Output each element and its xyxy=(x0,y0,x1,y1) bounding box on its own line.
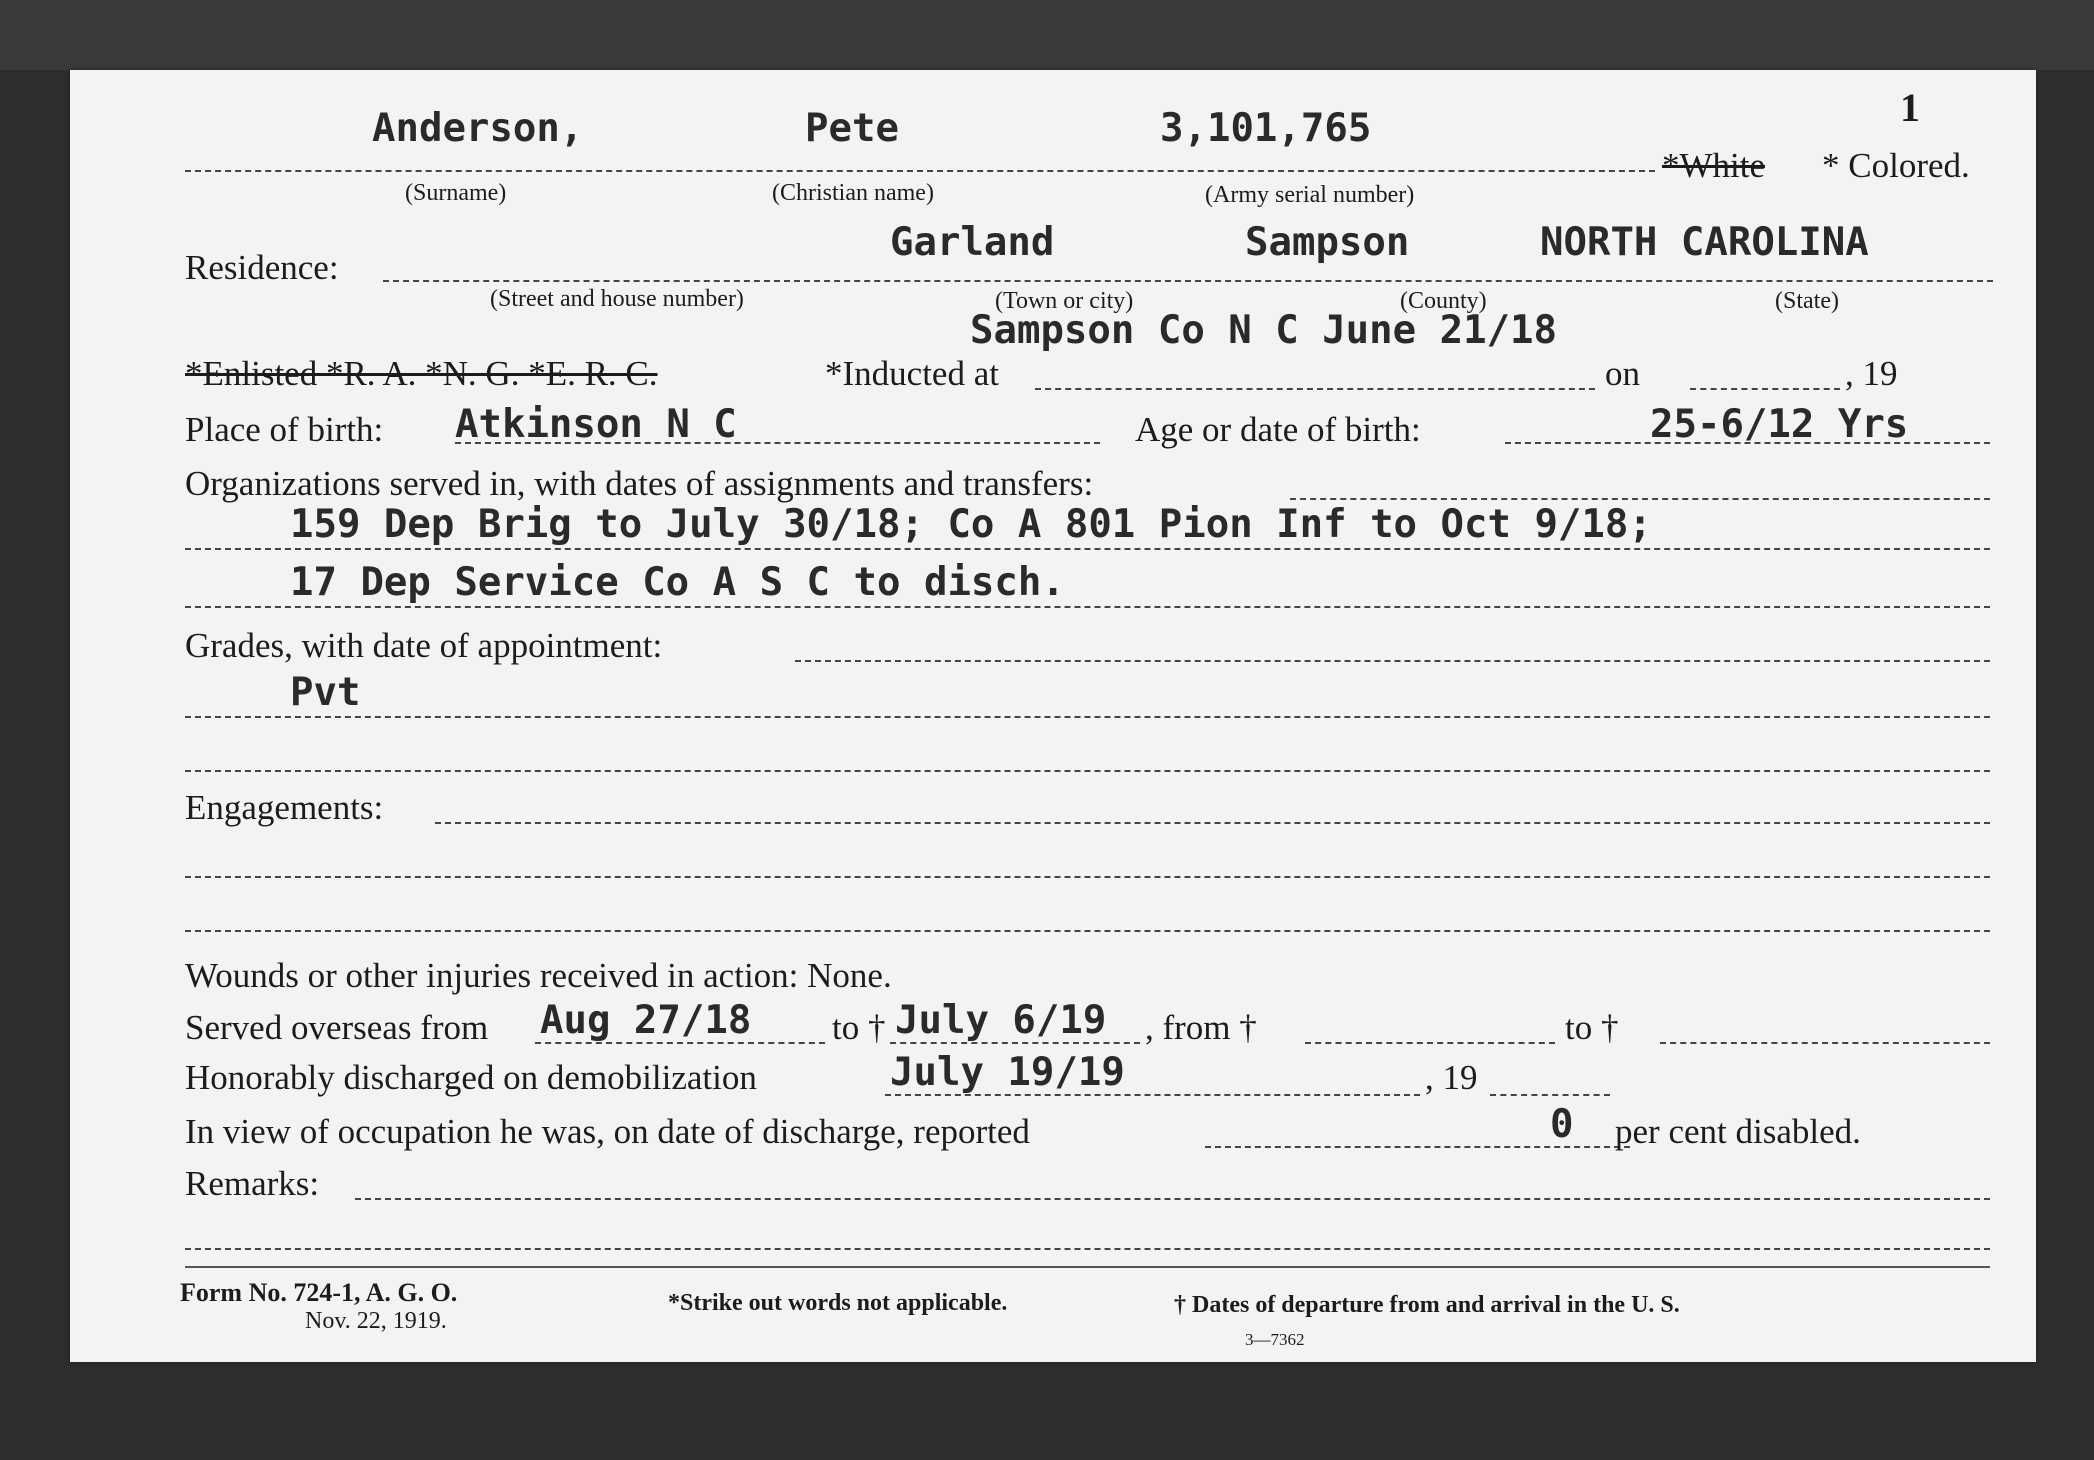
organizations-line-2 xyxy=(185,606,1990,608)
place-of-birth-label: Place of birth: xyxy=(185,410,384,449)
residence-label: Residence: xyxy=(185,248,339,287)
state-label: (State) xyxy=(1775,288,1839,314)
engagements-label: Engagements: xyxy=(185,788,384,827)
name-line xyxy=(185,170,1655,172)
served-overseas-label: Served overseas from xyxy=(185,1008,489,1047)
remarks-line-2 xyxy=(185,1248,1990,1250)
surname-label: (Surname) xyxy=(405,180,507,206)
scanner-background xyxy=(0,0,2094,70)
form-number: Form No. 724-1, A. G. O. xyxy=(180,1278,458,1307)
occupation-label: In view of occupation he was, on date of discharge, reported xyxy=(185,1112,1030,1151)
remarks-label: Remarks: xyxy=(185,1164,320,1203)
street-label: (Street and house number) xyxy=(490,286,744,312)
serial-number-label: (Army serial number) xyxy=(1205,182,1415,208)
card-number: 1 xyxy=(1900,85,1920,130)
print-code: 3—7362 xyxy=(1245,1330,1305,1349)
discharged-year-label: , 19 xyxy=(1425,1058,1478,1097)
engagements-line-1 xyxy=(185,876,1990,878)
inducted-on-label: on xyxy=(1605,354,1640,393)
residence-line xyxy=(383,280,1993,282)
grade-value: Pvt xyxy=(290,670,361,715)
overseas-from-value: Aug 27/18 xyxy=(540,998,752,1043)
discharged-line xyxy=(885,1094,1420,1096)
age-label: Age or date of birth: xyxy=(1135,410,1421,449)
surname-value: Anderson, xyxy=(372,106,584,151)
enlisted-options: *Enlisted *R. A. *N. G. *E. R. C. xyxy=(185,354,658,393)
discharged-year-line xyxy=(1490,1094,1610,1096)
organization-line-1: 159 Dep Brig to July 30/18; Co A 801 Pion Inf to Oct 9/18; xyxy=(290,502,1652,547)
grades-label-line xyxy=(795,660,1990,662)
inducted-at-label: *Inducted at xyxy=(825,354,999,393)
engagements-label-line xyxy=(435,822,1990,824)
footnote-strike: *Strike out words not applicable. xyxy=(668,1290,1008,1316)
county-label: (County) xyxy=(1400,288,1487,314)
organizations-line-1 xyxy=(185,548,1990,550)
discharged-date-value: July 19/19 xyxy=(890,1050,1125,1095)
wounds-label: Wounds or other injuries received in action: None. xyxy=(185,956,892,995)
overseas-to-label: to † xyxy=(832,1008,886,1047)
overseas-from2-line xyxy=(1305,1042,1555,1044)
discharged-label: Honorably discharged on demobilization xyxy=(185,1058,757,1097)
grades-line-1 xyxy=(185,716,1990,718)
grades-label: Grades, with date of appointment: xyxy=(185,626,663,665)
remarks-line-1 xyxy=(355,1198,1990,1200)
overseas-to-value: July 6/19 xyxy=(895,998,1107,1043)
overseas-from2-label: , from † xyxy=(1145,1008,1257,1047)
form-date: Nov. 22, 1919. xyxy=(305,1308,447,1334)
organizations-label-line xyxy=(1290,498,1990,500)
town-label: (Town or city) xyxy=(995,288,1134,314)
christian-name-value: Pete xyxy=(805,106,899,151)
christian-name-label: (Christian name) xyxy=(772,180,934,206)
per-cent-label: per cent disabled. xyxy=(1615,1112,1861,1151)
inducted-year-label: , 19 xyxy=(1845,354,1898,393)
residence-state-value: NORTH CAROLINA xyxy=(1540,220,1869,265)
percent-disabled-value: 0 xyxy=(1550,1102,1574,1147)
overseas-to2-label: to † xyxy=(1565,1008,1619,1047)
race-colored-option: * Colored. xyxy=(1822,146,1970,185)
serial-number-value: 3,101,765 xyxy=(1160,106,1372,151)
inducted-at-line xyxy=(1035,388,1595,390)
overseas-from-line xyxy=(535,1042,825,1044)
overseas-to2-line xyxy=(1660,1042,1990,1044)
organization-line-2: 17 Dep Service Co A S C to disch. xyxy=(290,560,1065,605)
inducted-on-line xyxy=(1690,388,1840,390)
inducted-at-value: Sampson Co N C June 21/18 xyxy=(970,308,1557,353)
overseas-to-line xyxy=(890,1042,1140,1044)
age-value: 25-6/12 Yrs xyxy=(1650,402,1909,447)
footer-rule xyxy=(185,1266,1990,1268)
race-white-option: *White xyxy=(1662,146,1766,185)
residence-town-value: Garland xyxy=(890,220,1055,265)
grades-line-2 xyxy=(185,770,1990,772)
service-record-card xyxy=(70,70,2036,1362)
residence-county-value: Sampson xyxy=(1245,220,1410,265)
age-line xyxy=(1505,442,1990,444)
place-of-birth-value: Atkinson N C xyxy=(455,402,737,447)
place-of-birth-line xyxy=(455,442,1100,444)
organizations-label: Organizations served in, with dates of assignments and transfers: xyxy=(185,464,1094,503)
footnote-dates: † Dates of departure from and arrival in the U. S. xyxy=(1174,1292,1680,1318)
engagements-line-2 xyxy=(185,930,1990,932)
